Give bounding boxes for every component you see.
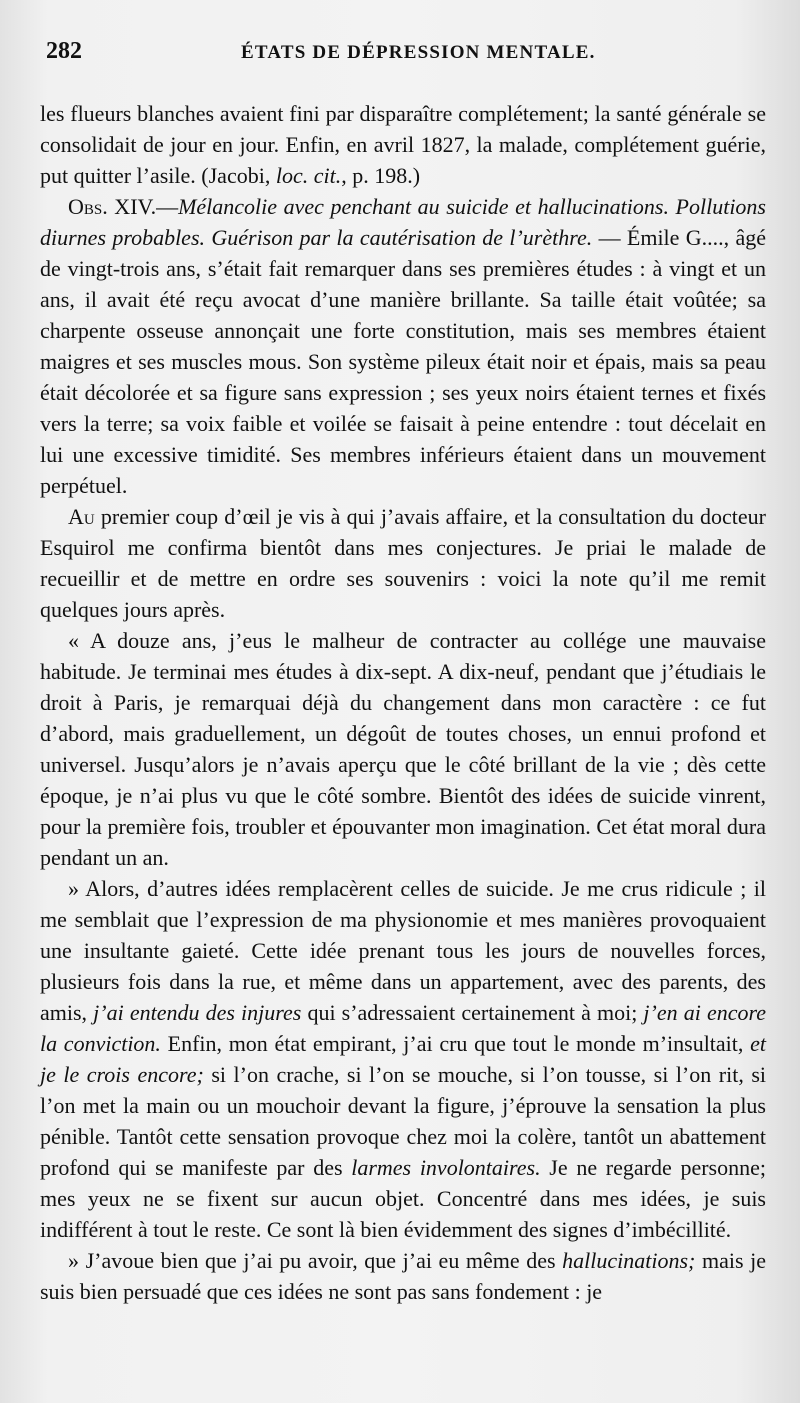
paragraph-quote-1: « A douze ans, j’eus le malheur de contracter au collége une mauvaise habitude. Je terminai mes études à dix-sept. A dix-neuf, pendant que j’étudiais le droit à Paris, je remarquai déjà du changement dans mon caractère : ce fut d’abord, mais graduellement, un dégoût de toutes choses, un ennui profond et universel. Jusqu’alors je n’avais aperçu que le côté brillant de la vie ; dès cette époque, je n’ai plus vu que le côté sombre. Bientôt des idées de suicide vinrent, pour la première fois, troubler et épouvanter mon imagination. Cet état moral dura pendant un an. (40, 628, 766, 870)
citation: loc. cit. (275, 163, 342, 188)
italic-phrase: j’ai entendu des injures (93, 1000, 302, 1025)
italic-phrase: larmes involontaires. (351, 1155, 541, 1180)
paragraph-quote-3: » J’avoue bien que j’ai pu avoir, que j’ai eu même des hallucinations; mais je suis bien persuadé que ces idées ne sont pas sans fondement : je (40, 1248, 766, 1304)
running-title: ÉTATS DE DÉPRESSION MENTALE. (241, 42, 596, 63)
observation-paragraph: Obs. XIV.—Mélancolie avec penchant au suicide et hallucinations. Pollutions diurnes probables. Guérison par la cautérisation de l’urèthre. — Émile G...., âgé de vingt-trois ans, s’était fait remarquer dans ses premières études : à vingt et un ans, il avait été reçu avocat d’une manière brillante. Sa taille était voûtée; sa charpente osseuse annonçait une forte constitution, mais ses membres étaient maigres et ses muscles mous. Son système pileux était noir et épais, mais sa peau était décolorée et sa figure sans expression ; ses yeux noirs étaient ternes et fixés vers la terre; sa voix faible et voilée se faisait à peine entendre : tout décelait en lui une excessive timidité. Ses membres inférieurs étaient dans un mouvement perpétuel. (40, 194, 766, 498)
paragraph-quote-2: » Alors, d’autres idées remplacèrent celles de suicide. Je me crus ridicule ; il me semblait que l’expression de ma physionomie et mes manières provoquaient une insultante gaieté. Cette idée prenant tous les jours de nouvelles forces, plusieurs fois dans la rue, et même dans un appartement, avec des parents, des amis, j’ai entendu des injures qui s’adressaient certainement à moi; j’en ai encore la conviction. Enfin, mon état empirant, j’ai cru que tout le monde m’insultait, et je le crois encore; si l’on crache, si l’on se mouche, si l’on tousse, si l’on rit, si l’on met la main ou un mouchoir devant la figure, j’éprouve la sensation la plus pénible. Tantôt cette sensation provoque chez moi la colère, tantôt un abattement profond qui se manifeste par des larmes involontaires. Je ne regarde personne; mes yeux ne se fixent sur aucun objet. Concentré dans mes idées, je suis indifférent à tout le reste. Ce sont là bien évidemment des signes d’imbécillité. (40, 876, 766, 1242)
body-text (40, 98, 766, 1307)
running-head (40, 38, 766, 78)
page-number: 282 (46, 38, 82, 64)
italic-phrase: j’en ai encore la conviction. (40, 1000, 766, 1056)
paragraph-continuation: les flueurs blanches avaient fini par disparaître complétement; la santé générale se consolidait de jour en jour. Enfin, en avril 1827, la malade, complétement guérie, put quitter l’asile. (Jacobi, loc. cit., p. 198.) (40, 101, 766, 188)
observation-title: Mélancolie avec penchant au suicide et hallucinations. Pollutions diurnes probables. Guérison par la cautérisation de l’urèthre. (40, 194, 766, 250)
paragraph-lead-word: Au (68, 504, 95, 529)
observation-label: Obs. XIV. (68, 194, 157, 219)
italic-phrase: et je le crois encore; (40, 1031, 766, 1087)
italic-phrase: hallucinations; (562, 1248, 696, 1273)
paragraph-consultation: Au premier coup d’œil je vis à qui j’avais affaire, et la consultation du docteur Esquirol me confirma bientôt dans mes conjectures. Je priai le malade de recueillir et de mettre en ordre ses souvenirs : voici la note qu’il me remit quelques jours après. (40, 504, 766, 622)
